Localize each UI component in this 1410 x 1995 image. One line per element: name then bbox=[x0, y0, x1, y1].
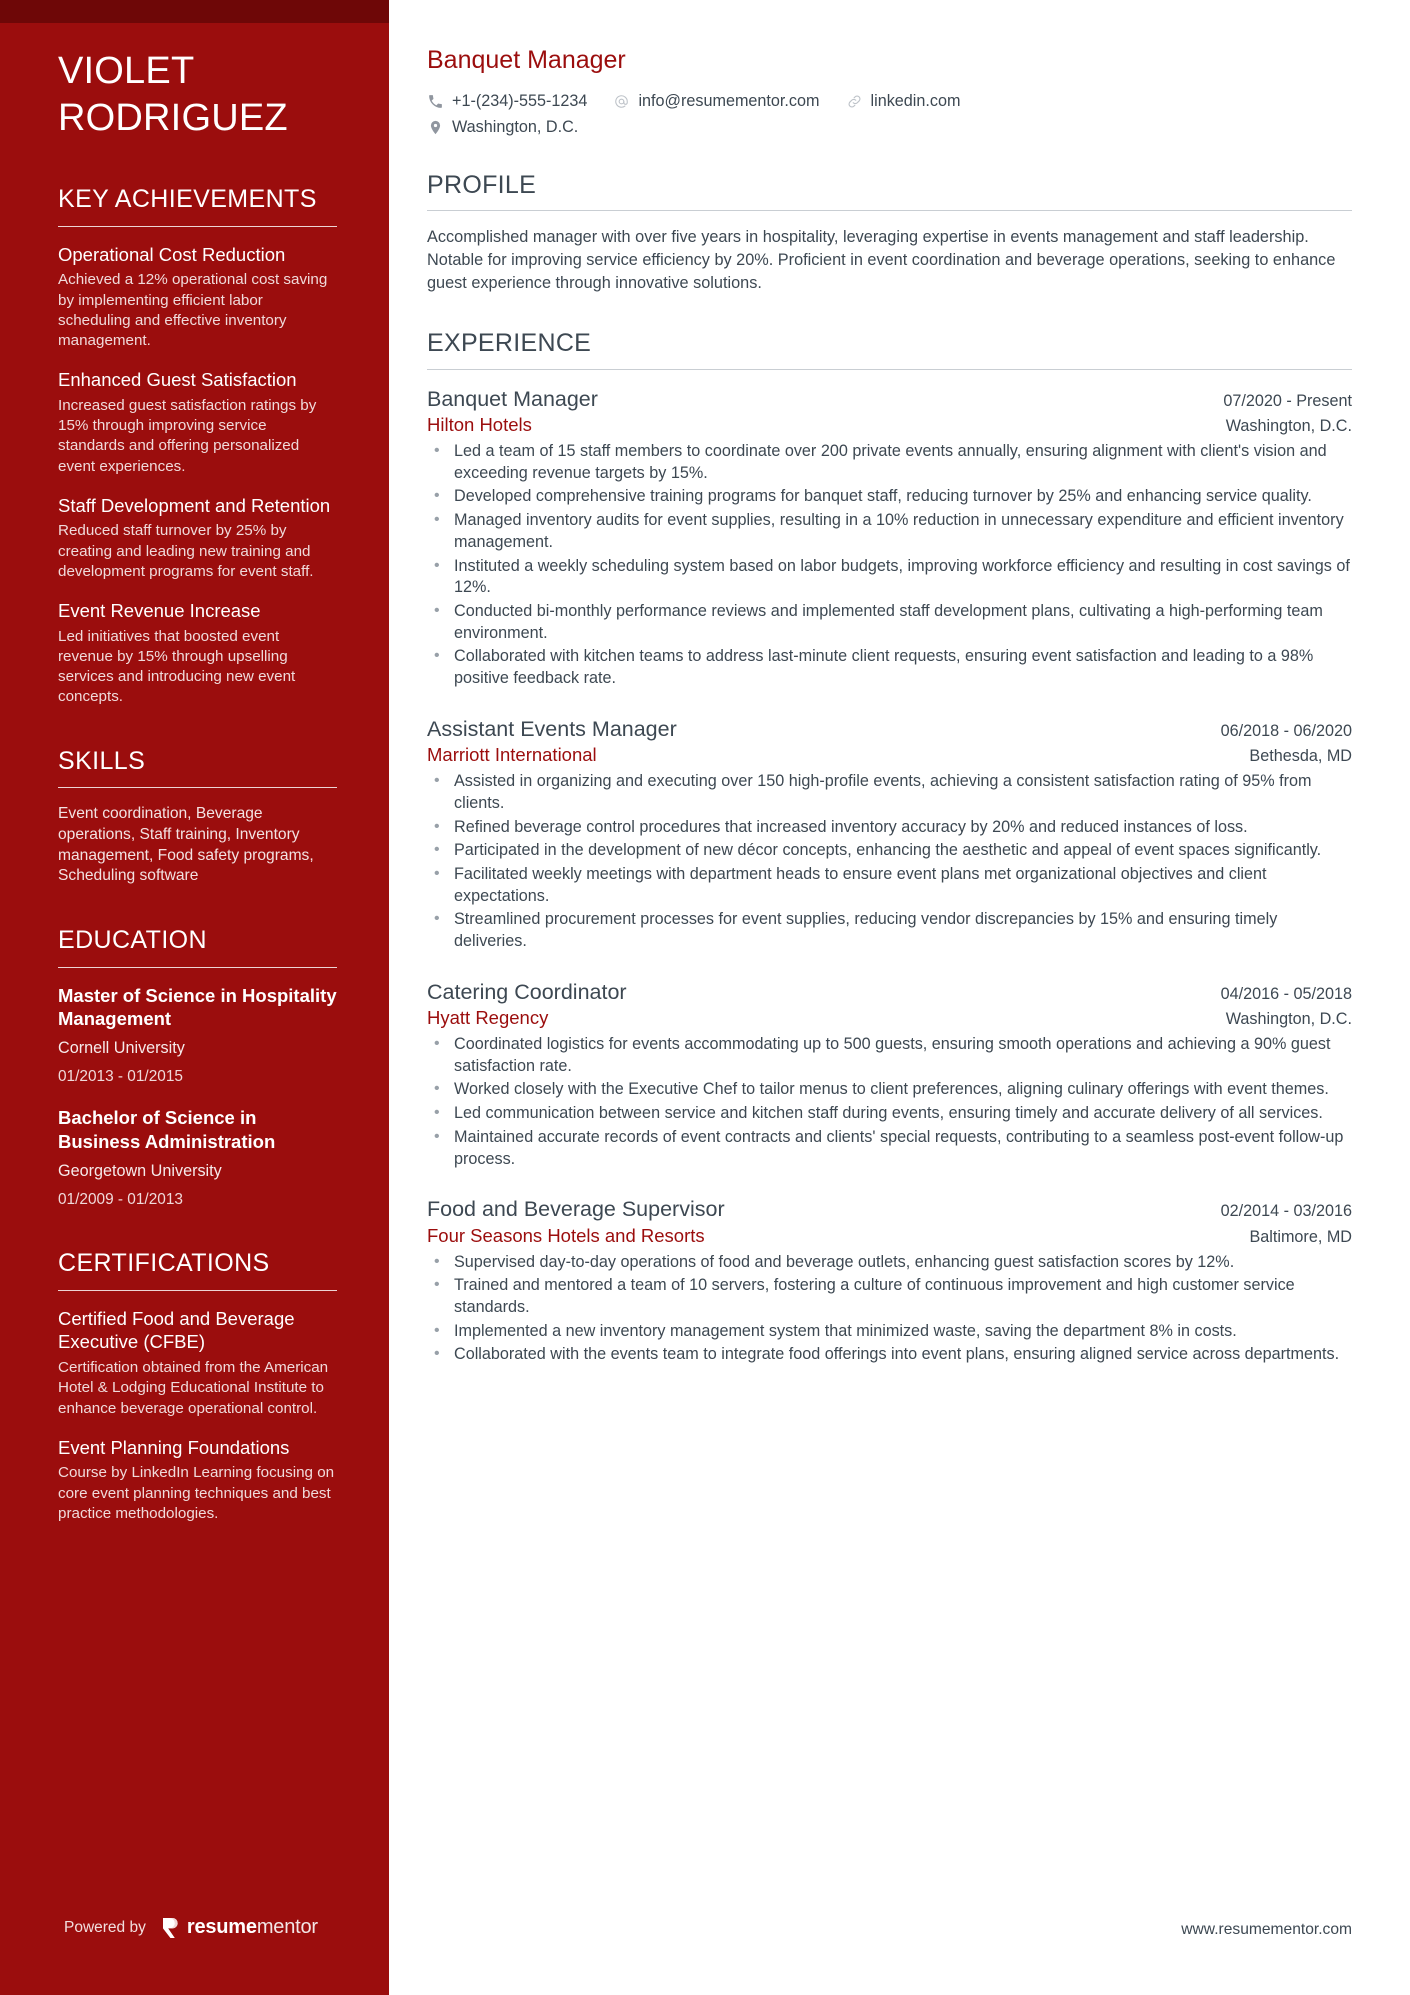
logo-bold: resume bbox=[186, 1916, 257, 1938]
key-achievements-heading: KEY ACHIEVEMENTS bbox=[58, 185, 317, 214]
experience-heading: EXPERIENCE bbox=[427, 329, 592, 358]
certification-desc: Course by LinkedIn Learning focusing on core event planning techniques and best practice methodologies. bbox=[58, 1464, 335, 1522]
education-item bbox=[58, 1106, 337, 1210]
achievement-desc: Reduced staff turnover by 25% by creating and leading new training and development programs for event staff. bbox=[58, 522, 314, 580]
contact-row-primary bbox=[427, 93, 1352, 110]
divider bbox=[427, 369, 1352, 370]
experience-bullet-list bbox=[427, 1034, 1352, 1170]
experience-company: Four Seasons Hotels and Resorts bbox=[427, 1224, 705, 1246]
experience-bullet: • Implemented a new inventory management system that minimized waste, saving the department 8% in costs. bbox=[427, 1321, 1352, 1343]
experience-bullet: • Collaborated with the events team to integrate food offerings into event plans, ensuring aligned service across departments. bbox=[427, 1344, 1352, 1366]
experience-bullet: • Worked closely with the Executive Chef to tailor menus to client preferences, aligning culinary offerings with event themes. bbox=[427, 1079, 1352, 1101]
certification-desc: Certification obtained from the American Hotel & Lodging Educational Institute to enhance beverage operational control. bbox=[58, 1359, 329, 1417]
phone-icon bbox=[427, 93, 444, 110]
certification-title: Certified Food and Beverage Executive (CFBE) bbox=[58, 1307, 295, 1353]
experience-bullet: • Managed inventory audits for event supplies, resulting in a 10% reduction in unnecessary expenditure and efficient inventory management. bbox=[427, 510, 1352, 553]
phone-text: +1-(234)-555-1234 bbox=[452, 92, 588, 111]
achievement-item bbox=[58, 243, 337, 352]
main-column bbox=[389, 0, 1410, 1995]
experience-location: Washington, D.C. bbox=[1225, 1010, 1352, 1029]
section-experience bbox=[427, 330, 1352, 1366]
certifications-heading: CERTIFICATIONS bbox=[58, 1249, 270, 1278]
experience-job-title: Catering Coordinator bbox=[427, 979, 627, 1004]
link-icon bbox=[846, 93, 863, 110]
map-pin-icon bbox=[427, 119, 444, 136]
contact-phone[interactable] bbox=[427, 93, 587, 110]
resumementor-logo bbox=[162, 1916, 318, 1939]
certifications-list bbox=[58, 1307, 337, 1524]
contact-location bbox=[427, 119, 578, 136]
at-sign-icon bbox=[613, 93, 630, 110]
experience-location: Baltimore, MD bbox=[1249, 1227, 1352, 1246]
education-list bbox=[58, 984, 337, 1211]
achievement-title: Operational Cost Reduction bbox=[58, 243, 286, 265]
education-school: Cornell University bbox=[58, 1039, 185, 1058]
profile-text: Accomplished manager with over five years in hospitality, leveraging expertise in events management and staff leadership. Notable for improving service efficiency by 20%. Proficient in event coordination and beverage operations, seeking to enhance guest experience through innovative solutions. bbox=[427, 228, 1336, 292]
experience-bullet: • Led communication between service and kitchen staff during events, ensuring timely and accurate delivery of all services. bbox=[427, 1103, 1352, 1125]
education-dates: 01/2013 - 01/2015 bbox=[58, 1068, 183, 1086]
powered-by-label: Powered by bbox=[64, 1918, 146, 1936]
site-url: www.resumementor.com bbox=[1181, 1921, 1352, 1938]
education-school: Georgetown University bbox=[58, 1162, 222, 1181]
logo-light: mentor bbox=[256, 1916, 318, 1938]
experience-company-row bbox=[427, 413, 1352, 438]
experience-dates: 07/2020 - Present bbox=[1223, 391, 1352, 410]
resumementor-wordmark bbox=[187, 1916, 318, 1939]
experience-bullet: • Supervised day-to-day operations of food and beverage outlets, enhancing guest satisfaction scores by 12%. bbox=[427, 1252, 1352, 1274]
experience-bullet: • Coordinated logistics for events accommodating up to 500 guests, ensuring smooth operations and achieving a 90% guest satisfaction rate. bbox=[427, 1034, 1352, 1077]
experience-location: Washington, D.C. bbox=[1225, 417, 1352, 436]
experience-job-title: Assistant Events Manager bbox=[427, 716, 677, 741]
divider bbox=[58, 226, 337, 227]
experience-job-title: Banquet Manager bbox=[427, 386, 598, 411]
certification-title: Event Planning Foundations bbox=[58, 1436, 290, 1458]
achievement-item bbox=[58, 494, 337, 582]
experience-bullet: • Collaborated with kitchen teams to address last-minute client requests, ensuring event satisfaction and leading to a 98% positive feedback rate. bbox=[427, 646, 1352, 689]
divider bbox=[58, 787, 337, 788]
education-degree: Master of Science in Hospitality Management bbox=[58, 984, 337, 1030]
education-item bbox=[58, 984, 337, 1088]
experience-title-row bbox=[427, 715, 1352, 743]
contact-link[interactable] bbox=[846, 93, 961, 110]
education-degree: Bachelor of Science in Business Administration bbox=[58, 1107, 276, 1153]
achievement-title: Enhanced Guest Satisfaction bbox=[58, 369, 297, 391]
experience-bullet: • Led a team of 15 staff members to coordinate over 200 private events annually, ensuring alignment with client's vision and exceeding revenue targets by 15%. bbox=[427, 441, 1352, 484]
divider bbox=[58, 967, 337, 968]
achievement-desc: Led initiatives that boosted event revenue by 15% through upselling services and introducing new event concepts. bbox=[58, 627, 296, 706]
education-dates: 01/2009 - 01/2013 bbox=[58, 1191, 183, 1209]
email-text: info@resumementor.com bbox=[638, 92, 820, 111]
achievement-title: Event Revenue Increase bbox=[58, 600, 261, 622]
section-education bbox=[58, 927, 337, 1210]
experience-bullet-list bbox=[427, 771, 1352, 953]
experience-item bbox=[427, 978, 1352, 1171]
experience-bullet: • Participated in the development of new décor concepts, enhancing the aesthetic and appeal of event spaces significantly. bbox=[427, 840, 1352, 862]
experience-bullet: • Facilitated weekly meetings with department heads to ensure event plans met organizational objectives and client expectations. bbox=[427, 864, 1352, 907]
experience-item bbox=[427, 715, 1352, 953]
divider bbox=[58, 1290, 337, 1291]
key-achievements-list bbox=[58, 243, 337, 708]
section-skills bbox=[58, 748, 337, 887]
powered-by bbox=[64, 1916, 318, 1939]
section-certifications bbox=[58, 1250, 337, 1524]
experience-bullet: • Instituted a weekly scheduling system based on labor budgets, improving workforce efficiency and resulting in cost savings of 12%. bbox=[427, 556, 1352, 599]
experience-company-row bbox=[427, 1224, 1352, 1249]
sidebar bbox=[0, 0, 389, 1995]
experience-bullet: • Maintained accurate records of event contracts and clients' special requests, contributing to a seamless post-event follow-up process. bbox=[427, 1127, 1352, 1170]
experience-title-row bbox=[427, 385, 1352, 413]
experience-bullet: • Developed comprehensive training programs for banquet staff, reducing turnover by 25% and enhancing service quality. bbox=[427, 486, 1352, 508]
experience-bullet: • Streamlined procurement processes for event supplies, reducing vendor discrepancies by 15% and ensuring timely deliveries. bbox=[427, 909, 1352, 952]
experience-bullet-list bbox=[427, 441, 1352, 690]
experience-title-row bbox=[427, 978, 1352, 1006]
skills-heading: SKILLS bbox=[58, 746, 146, 775]
name-first: VIOLET bbox=[58, 50, 195, 92]
profile-heading: PROFILE bbox=[427, 170, 537, 199]
experience-company: Hyatt Regency bbox=[427, 1007, 549, 1029]
experience-company-row bbox=[427, 743, 1352, 768]
experience-company-row bbox=[427, 1006, 1352, 1031]
achievement-desc: Achieved a 12% operational cost saving by implementing efficient labor scheduling and effective inventory management. bbox=[58, 271, 328, 350]
section-key-achievements bbox=[58, 186, 337, 707]
resumementor-mark-icon bbox=[162, 1917, 181, 1939]
achievement-title: Staff Development and Retention bbox=[58, 494, 331, 516]
experience-title-row bbox=[427, 1195, 1352, 1223]
experience-item bbox=[427, 1195, 1352, 1366]
certification-item bbox=[58, 1436, 337, 1524]
contact-row-location bbox=[427, 119, 1352, 136]
experience-dates: 06/2018 - 06/2020 bbox=[1220, 721, 1352, 740]
contact-block bbox=[427, 93, 1352, 136]
name-last: RODRIGUEZ bbox=[58, 97, 288, 140]
certification-item bbox=[58, 1307, 337, 1419]
experience-company: Marriott International bbox=[427, 744, 597, 766]
location-text: Washington, D.C. bbox=[452, 118, 579, 137]
experience-list bbox=[427, 385, 1352, 1366]
experience-item bbox=[427, 385, 1352, 690]
experience-bullet: • Assisted in organizing and executing over 150 high-profile events, achieving a consistent satisfaction rating of 95% from clients. bbox=[427, 771, 1352, 814]
experience-bullet: • Refined beverage control procedures that increased inventory accuracy by 20% and reduced instances of loss. bbox=[427, 817, 1352, 839]
section-profile bbox=[427, 172, 1352, 294]
achievement-desc: Increased guest satisfaction ratings by 15% through improving service standards and offering personalized event experiences. bbox=[58, 396, 317, 475]
experience-location: Bethesda, MD bbox=[1249, 747, 1352, 766]
skills-text: Event coordination, Beverage operations, Staff training, Inventory management, Food safety programs, Scheduling software bbox=[58, 805, 314, 885]
experience-bullet-list bbox=[427, 1252, 1352, 1367]
experience-company: Hilton Hotels bbox=[427, 414, 532, 436]
experience-dates: 02/2014 - 03/2016 bbox=[1220, 1202, 1352, 1221]
achievement-item bbox=[58, 368, 337, 477]
education-heading: EDUCATION bbox=[58, 926, 207, 955]
experience-dates: 04/2016 - 05/2018 bbox=[1220, 984, 1352, 1003]
sidebar-top-band bbox=[0, 0, 389, 23]
experience-job-title: Food and Beverage Supervisor bbox=[427, 1197, 725, 1222]
contact-email[interactable] bbox=[613, 93, 819, 110]
divider bbox=[427, 210, 1352, 211]
achievement-item bbox=[58, 599, 337, 708]
experience-bullet: • Conducted bi-monthly performance reviews and implemented staff development plans, cultivating a high-performing team environment. bbox=[427, 601, 1352, 644]
experience-bullet: • Trained and mentored a team of 10 servers, fostering a culture of continuous improvement and high customer service standards. bbox=[427, 1275, 1352, 1318]
link-text: linkedin.com bbox=[870, 92, 961, 111]
headline-job-title: Banquet Manager bbox=[427, 46, 626, 74]
